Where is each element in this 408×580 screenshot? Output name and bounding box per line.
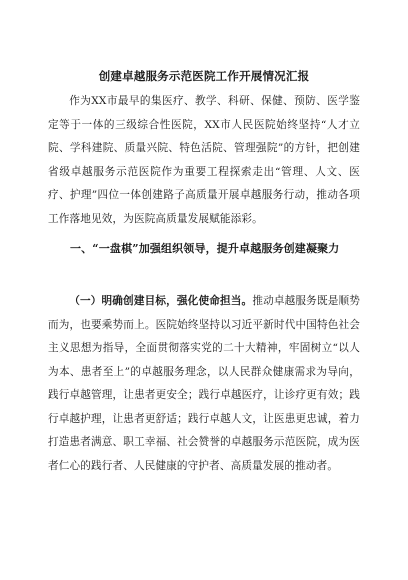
section-heading-1: 一、“一盘棋”加强组织领导，提升卓越服务创建凝聚力 [70,242,340,255]
subsection-lead: （一）明确创建目标，强化使命担当。 [69,295,253,307]
subsection-body: 推动卓越服务既是顺势而为，也要乘势而上。医院始终坚持以习近平新时代中国特色社会主义思想为指导，全面贯彻落实党的二十大精神，牢固树立“以人为本、患者至上”的卓越服务理念，以人民群众健康需求为导向，践行卓越管理，让患者更安全；践行卓越医疗，让诊疗更有效；践行卓越护理，让患者更舒适；践行卓越人文，让医患更忠诚，着力打造患者满意、职工幸福、社会赞誉的卓越服务示范医院，成为医者仁心的践行者、人民健康的守护者、高质量发展的推动者。 [48,295,360,472]
subsection-paragraph-1 [48,290,360,478]
intro-paragraph: 作为XX市最早的集医疗、教学、科研、保健、预防、医学鉴定等于一体的三级综合性医院，XX市人民医院始终坚持“人才立院、学科建院、质量兴院、特色活院、管理强院”的方针，把创建省级卓越服务示范医院作为重要工程探索走出“管理、人文、医疗、护理”四位一体创建路子高质量开展卓越服务行动，推动各项工作落地见效，为医院高质量发展赋能添彩。 [48,95,360,225]
document-title: 创建卓越服务示范医院工作开展情况汇报 [98,69,310,83]
